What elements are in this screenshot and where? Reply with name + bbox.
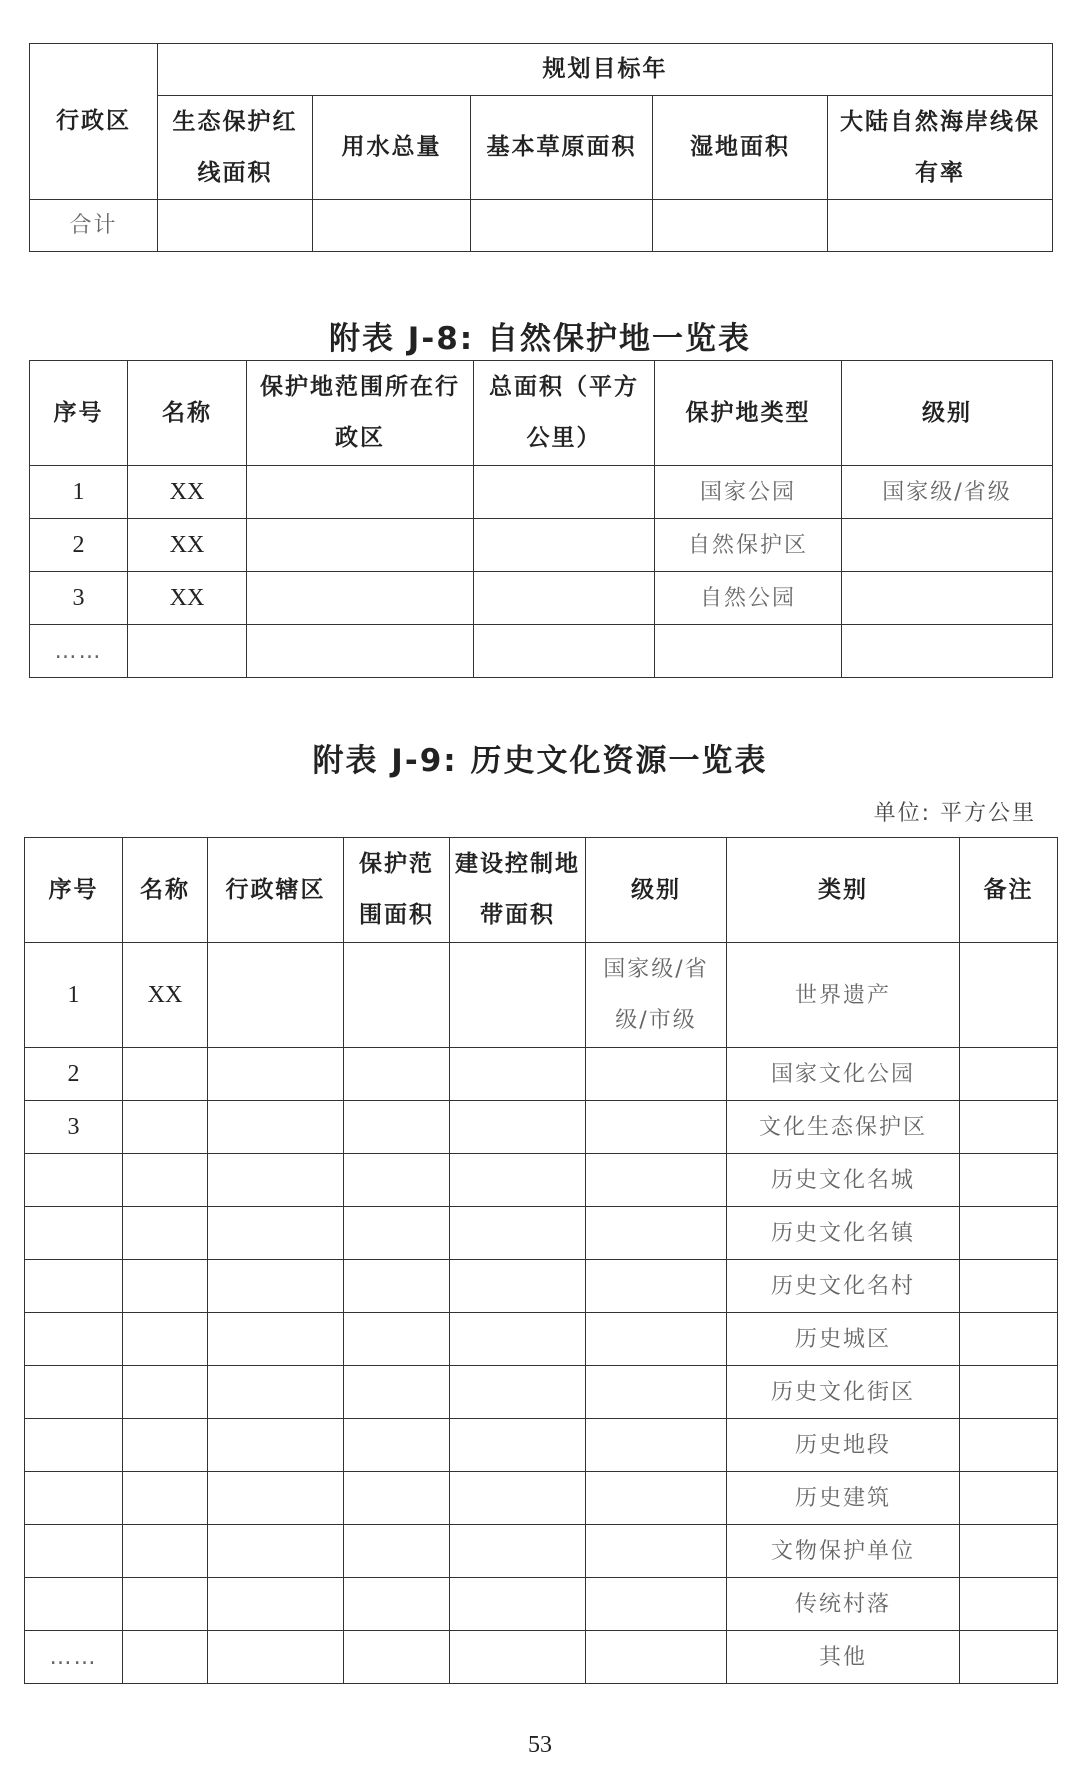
table-cell [208,1260,344,1313]
row-category: 历史城区 [727,1313,960,1366]
table-cell [960,1419,1058,1472]
table-cell [960,1207,1058,1260]
table-cell [586,1472,727,1525]
table-cell [450,1207,586,1260]
table-cell [344,1260,450,1313]
row-no: …… [30,625,128,678]
row-no [25,1154,123,1207]
header-type: 保护地类型 [655,361,842,466]
header-no: 序号 [25,838,123,943]
row-type: 国家公园 [655,466,842,519]
table-cell [474,519,655,572]
row-category: 历史建筑 [727,1472,960,1525]
target-year-header: 规划目标年 [158,44,1053,96]
header-protection-area: 保护范围面积 [344,838,450,943]
row-no [25,1419,123,1472]
table-cell [123,1101,208,1154]
row-type: 自然公园 [655,572,842,625]
row-no [25,1472,123,1525]
table-cell [474,466,655,519]
row-category: 文物保护单位 [727,1525,960,1578]
row-no: 1 [30,466,128,519]
row-category: 传统村落 [727,1578,960,1631]
table-cell [960,1631,1058,1684]
table-cell [208,1154,344,1207]
table-cell [247,466,474,519]
table-cell [123,1578,208,1631]
table-cell [208,943,344,1048]
row-name: XX [128,572,247,625]
header-level: 级别 [842,361,1053,466]
row-category: 历史文化街区 [727,1366,960,1419]
table-cell [450,1578,586,1631]
row-no [25,1313,123,1366]
row-category: 历史文化名城 [727,1154,960,1207]
row-category: 世界遗产 [727,943,960,1048]
table-cell [653,200,828,252]
table-cell [450,1048,586,1101]
header-category: 类别 [727,838,960,943]
row-name: XX [128,466,247,519]
table-cell [450,1313,586,1366]
heritage-table [24,837,1058,1684]
table-cell [960,1260,1058,1313]
table-row [25,1419,1058,1472]
table-cell [208,1631,344,1684]
grassland-header: 基本草原面积 [471,96,653,200]
table-row [25,1154,1058,1207]
table-cell [586,1313,727,1366]
table-cell [208,1207,344,1260]
row-level [842,572,1053,625]
header-district: 行政辖区 [208,838,344,943]
table-cell [960,1525,1058,1578]
table-cell [344,1101,450,1154]
table-cell [450,943,586,1048]
water-total-header: 用水总量 [313,96,471,200]
row-no [25,1578,123,1631]
table-cell [960,1101,1058,1154]
row-name: XX [123,943,208,1048]
district-header: 行政区 [30,44,158,200]
table-cell [960,1313,1058,1366]
table-cell [247,519,474,572]
row-no: 3 [30,572,128,625]
table-row [30,519,1053,572]
table-j8-title: 附表 J-8: 自然保护地一览表 [329,321,751,357]
table-cell [344,1578,450,1631]
table-cell [208,1419,344,1472]
table-cell [344,943,450,1048]
row-no: 1 [25,943,123,1048]
header-remarks: 备注 [960,838,1058,943]
table-cell [450,1101,586,1154]
table-cell [123,1631,208,1684]
table-cell [123,1472,208,1525]
table-cell [313,200,471,252]
table-cell [208,1578,344,1631]
table-row [30,466,1053,519]
table-cell [208,1101,344,1154]
header-area: 总面积（平方公里） [474,361,655,466]
table-cell [960,1154,1058,1207]
table-cell [586,1260,727,1313]
table-cell [344,1313,450,1366]
header-level: 级别 [586,838,727,943]
row-level: 国家级/省级/市级 [586,943,727,1048]
table-cell [344,1048,450,1101]
row-no: 2 [25,1048,123,1101]
table-cell [344,1631,450,1684]
row-no: 3 [25,1101,123,1154]
unit-label: 单位: 平方公里 [873,801,1036,826]
table-row [30,625,1053,678]
table-cell [960,1578,1058,1631]
table-cell [208,1366,344,1419]
row-type: 自然保护区 [655,519,842,572]
table-cell [208,1048,344,1101]
header-name: 名称 [128,361,247,466]
table-cell [471,200,653,252]
table-cell [450,1525,586,1578]
table-cell [123,1154,208,1207]
row-no: …… [25,1631,123,1684]
table-cell [247,572,474,625]
table-cell [158,200,313,252]
header-no: 序号 [30,361,128,466]
eco-redline-header: 生态保护红线面积 [158,96,313,200]
table-cell [474,625,655,678]
table-cell [344,1154,450,1207]
table-cell [960,1048,1058,1101]
row-category: 历史地段 [727,1419,960,1472]
table-row [25,1101,1058,1154]
table-cell [344,1366,450,1419]
table-cell [586,1101,727,1154]
wetland-header: 湿地面积 [653,96,828,200]
header-control-area: 建设控制地带面积 [450,838,586,943]
table-row [25,1631,1058,1684]
table-cell [123,1260,208,1313]
row-no [25,1525,123,1578]
table-cell [344,1472,450,1525]
table-cell [208,1472,344,1525]
table-cell [586,1366,727,1419]
row-no [25,1366,123,1419]
table-cell [123,1313,208,1366]
table-row [30,572,1053,625]
table-row [25,1366,1058,1419]
row-no: 2 [30,519,128,572]
coastline-header: 大陆自然海岸线保有率 [828,96,1053,200]
table-cell [586,1631,727,1684]
row-no [25,1260,123,1313]
table-cell [842,625,1053,678]
table-cell [586,1578,727,1631]
header-name: 名称 [123,838,208,943]
table-cell [450,1631,586,1684]
table-cell [586,1048,727,1101]
table-cell [123,1525,208,1578]
row-category: 历史文化名村 [727,1260,960,1313]
row-category: 国家文化公园 [727,1048,960,1101]
table-row [25,1472,1058,1525]
table-row [25,1260,1058,1313]
table-cell [344,1207,450,1260]
row-name: XX [128,519,247,572]
table-row [25,1048,1058,1101]
row-level [842,519,1053,572]
table-cell [128,625,247,678]
table-cell [123,1419,208,1472]
table-row [25,1313,1058,1366]
table-cell [586,1525,727,1578]
row-category: 历史文化名镇 [727,1207,960,1260]
page-number: 53 [528,1732,552,1758]
row-no [25,1207,123,1260]
table-j9-title: 附表 J-9: 历史文化资源一览表 [312,743,768,779]
nature-reserve-table [29,360,1053,678]
table-cell [450,1260,586,1313]
table-cell [450,1419,586,1472]
planning-target-table [29,43,1053,252]
row-category: 其他 [727,1631,960,1684]
table-cell [208,1313,344,1366]
table-cell [474,572,655,625]
table-cell [344,1525,450,1578]
table-row [25,1578,1058,1631]
table-cell [586,1154,727,1207]
table-cell [450,1154,586,1207]
table-cell [586,1207,727,1260]
table-row [25,1525,1058,1578]
table-cell [655,625,842,678]
table-cell [247,625,474,678]
row-category: 文化生态保护区 [727,1101,960,1154]
row-level: 国家级/省级 [842,466,1053,519]
table-cell [586,1419,727,1472]
table-cell [828,200,1053,252]
table-cell [450,1366,586,1419]
table-cell [450,1472,586,1525]
table-row [25,1207,1058,1260]
table-cell [123,1207,208,1260]
table-cell [123,1366,208,1419]
table-row [25,943,1058,1048]
table-cell [344,1419,450,1472]
header-district: 保护地范围所在行政区 [247,361,474,466]
table-cell [960,943,1058,1048]
total-label: 合计 [30,200,158,252]
table-cell [123,1048,208,1101]
table-cell [960,1366,1058,1419]
table-cell [208,1525,344,1578]
table-cell [960,1472,1058,1525]
